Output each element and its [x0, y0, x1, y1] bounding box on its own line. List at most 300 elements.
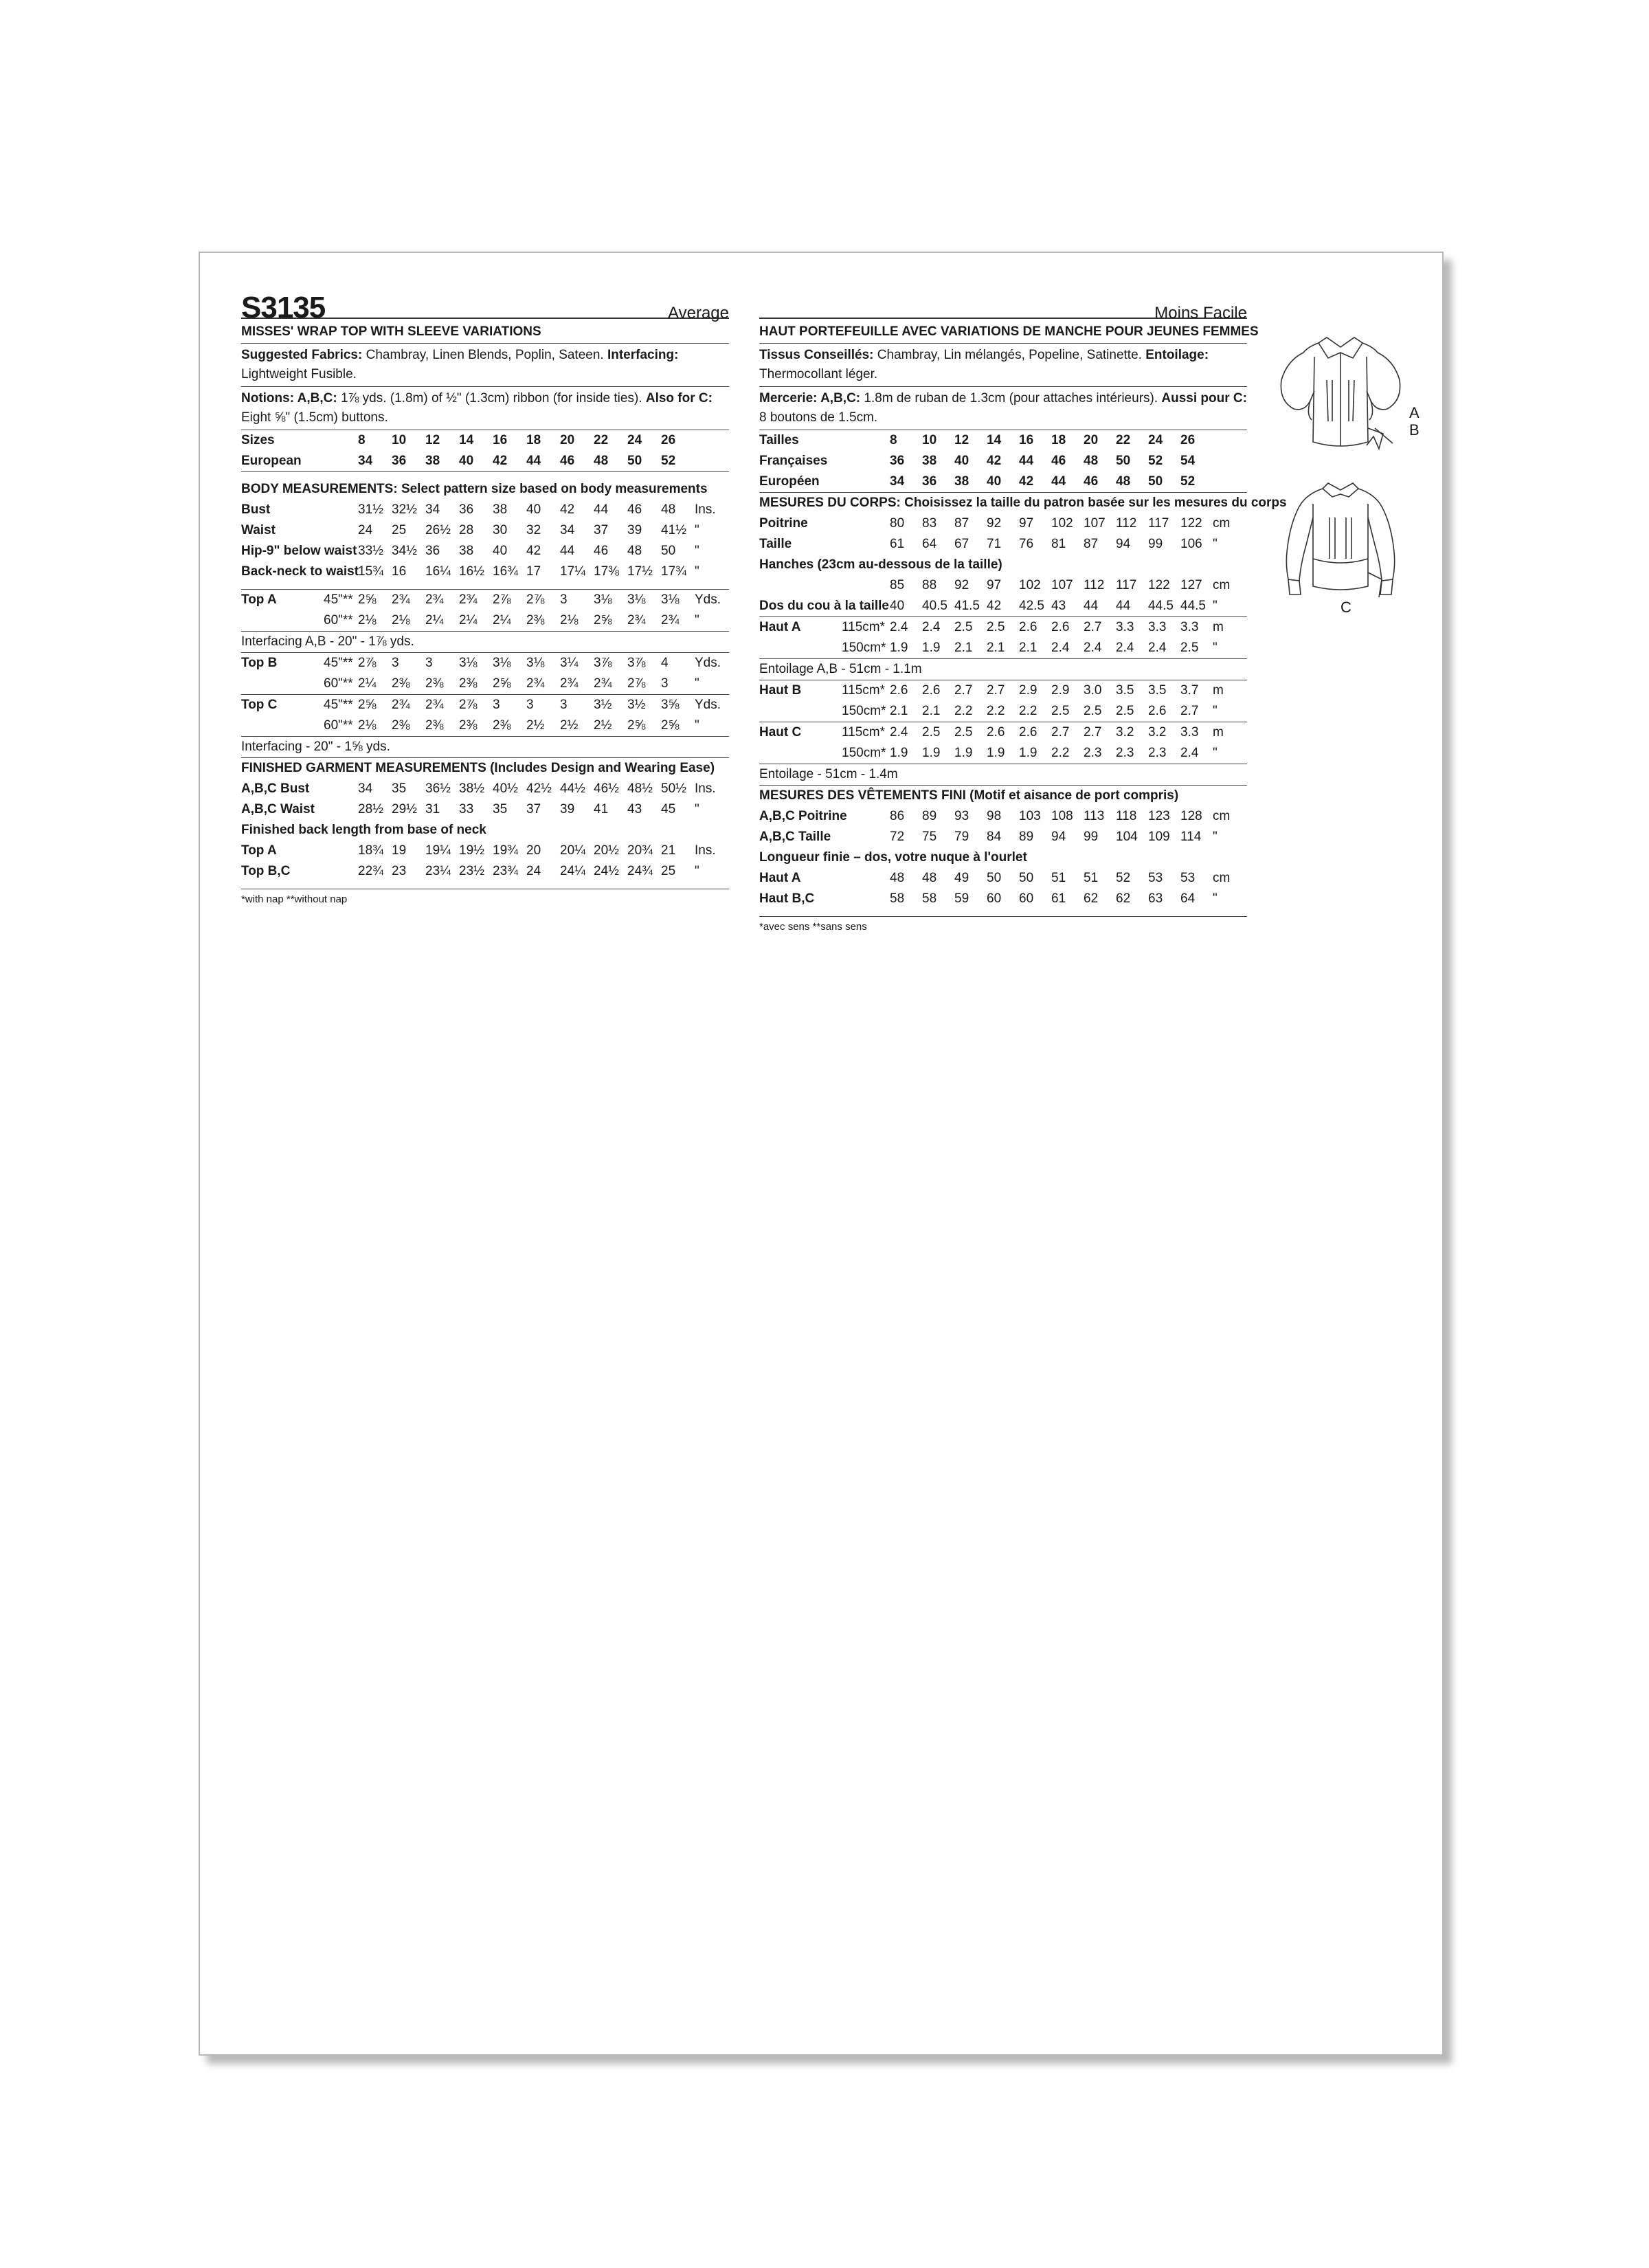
- measure-cell: 33½: [358, 544, 383, 558]
- measure-cell: 35: [493, 802, 508, 816]
- measure-label: Bust: [241, 502, 271, 517]
- unit-cell: ": [1213, 537, 1218, 551]
- european-cell: 42: [493, 451, 526, 472]
- table-row: [241, 520, 729, 541]
- yardage-cell: 2⅜: [493, 715, 526, 737]
- yardage-cell: 3⅛: [627, 592, 646, 607]
- fabric-label: Top B: [241, 656, 278, 670]
- yardage-cell: 2⅜: [459, 715, 493, 737]
- table-row: [759, 430, 1247, 451]
- yardage-cell: 2⅝: [627, 715, 661, 737]
- measure-cell: 34½: [392, 544, 417, 558]
- european-cell: 46: [1084, 471, 1116, 493]
- measure-cell: 53: [1148, 871, 1163, 885]
- measure-cell: 40½: [493, 781, 518, 796]
- measure-cell: 19: [392, 843, 407, 858]
- yardage-cell: 4: [661, 656, 669, 670]
- english-size-table: [241, 430, 729, 889]
- yardage-cell: 3⅞: [594, 656, 612, 670]
- measure-cell: 36: [459, 502, 474, 517]
- fabric-label: [241, 715, 324, 737]
- table-row: [241, 715, 729, 737]
- measure-cell: 41: [594, 802, 609, 816]
- measure-cell: 41½: [661, 523, 686, 537]
- blank-cell: [695, 451, 729, 472]
- yardage-cell: 2⅝: [661, 715, 695, 737]
- notions-also-label: Also for C:: [645, 391, 713, 405]
- blank-cell: [1213, 471, 1247, 493]
- european-cell: 36: [922, 471, 954, 493]
- yardage-cell: 2.1: [954, 638, 987, 659]
- yardage-cell: 2⅜: [392, 715, 425, 737]
- finished-measurements-heading: FINISHED GARMENT MEASUREMENTS (Includes Design and Wearing Ease): [241, 761, 715, 775]
- unit-cell: ": [1213, 891, 1218, 906]
- french-header: [759, 253, 1247, 322]
- yardage-cell: 2.1: [922, 701, 954, 722]
- table-row: [759, 555, 1247, 575]
- measure-cell: 38: [459, 544, 474, 558]
- fabric-width: 115cm*: [842, 683, 886, 698]
- interfacing-c-note: Interfacing - 20" - 1⅝ yds.: [241, 737, 729, 758]
- european-cell: 34: [358, 451, 392, 472]
- hip-label-fr: Hanches (23cm au-dessous de la taille): [759, 557, 1002, 572]
- table-row: [759, 534, 1247, 555]
- yardage-cell: 3: [661, 674, 695, 695]
- table-row: [759, 471, 1247, 493]
- measure-cell: 84: [987, 830, 1002, 844]
- size-cell: 22: [1116, 433, 1131, 447]
- yardage-cell: 2.5: [987, 620, 1005, 634]
- measure-label: Hip-9" below waist: [241, 544, 357, 558]
- measure-label: Haut B,C: [759, 891, 815, 906]
- european-cell: 40: [987, 471, 1019, 493]
- yardage-cell: 3: [425, 656, 433, 670]
- yardage-cell: 2.6: [987, 725, 1005, 740]
- yardage-cell: 3.0: [1084, 683, 1102, 698]
- yardage-cell: 2⅛: [358, 610, 392, 632]
- yardage-cell: 3⅞: [627, 656, 646, 670]
- interfacing-label: Interfacing:: [607, 348, 679, 362]
- table-row: [241, 674, 729, 695]
- sizes-label: Sizes: [241, 433, 275, 447]
- measure-cell: 93: [954, 809, 969, 823]
- yardage-cell: 2¾: [392, 592, 410, 607]
- yardage-cell: 2⅞: [627, 674, 661, 695]
- measure-cell: 19¼: [425, 843, 451, 858]
- table-row: [759, 909, 1247, 917]
- measure-cell: 34: [560, 523, 575, 537]
- table-row: [241, 632, 729, 653]
- yardage-cell: 2.4: [1148, 638, 1180, 659]
- notions-label-fr: Mercerie: A,B,C:: [759, 391, 861, 405]
- measure-cell: 81: [1051, 537, 1066, 551]
- blank-cell: [759, 575, 890, 596]
- size-cell: 8: [890, 433, 897, 447]
- french-size-cell: 46: [1051, 454, 1066, 468]
- measure-cell: 24¼: [560, 864, 585, 878]
- spacer-cell: [241, 472, 729, 480]
- measure-cell: 23¾: [493, 864, 518, 878]
- size-cell: 20: [1084, 433, 1099, 447]
- yardage-cell: 2.5: [1180, 638, 1213, 659]
- table-row: [241, 430, 729, 451]
- european-cell: 42: [1019, 471, 1051, 493]
- measure-cell: 34: [358, 781, 373, 796]
- french-sizes-label: Françaises: [759, 454, 828, 468]
- unit-cell: ": [695, 610, 729, 632]
- yardage-cell: 3.3: [1180, 620, 1199, 634]
- measure-cell: 36: [425, 544, 440, 558]
- measure-cell: 52: [1116, 871, 1131, 885]
- fabric-width: 150cm*: [842, 638, 890, 659]
- measure-label: Top A: [241, 843, 277, 858]
- yardage-cell: 3.3: [1180, 725, 1199, 740]
- measure-cell: 37: [594, 523, 609, 537]
- measure-cell: 71: [987, 537, 1002, 551]
- notions-text-fr: 1.8m de ruban de 1.3cm (pour attaches intérieurs).: [860, 391, 1162, 405]
- measure-cell: 46: [627, 502, 642, 517]
- yardage-cell: 2.7: [954, 683, 973, 698]
- unit-cell: cm: [1213, 578, 1231, 592]
- yardage-cell: 2¾: [627, 610, 661, 632]
- yardage-cell: 3: [392, 656, 399, 670]
- yardage-cell: 2.9: [1051, 683, 1070, 698]
- measure-label: Poitrine: [759, 516, 808, 531]
- fabric-label: Haut A: [759, 620, 801, 634]
- yardage-cell: 2.3: [1116, 743, 1148, 764]
- yardage-cell: 3⅛: [526, 656, 545, 670]
- fabric-label: [241, 674, 324, 695]
- measure-cell: 42: [560, 502, 575, 517]
- english-header: [241, 253, 729, 324]
- french-size-cell: 38: [922, 454, 937, 468]
- yardage-cell: 2⅜: [425, 674, 459, 695]
- table-row: [759, 701, 1247, 722]
- table-row: [759, 889, 1247, 909]
- measure-label: A,B,C Waist: [241, 802, 315, 816]
- fabric-label: Haut B: [759, 683, 802, 698]
- yardage-cell: 3⅛: [459, 656, 478, 670]
- spacer-cell: [759, 909, 1247, 917]
- measure-cell: 20¼: [560, 843, 585, 858]
- measure-cell: 28½: [358, 802, 383, 816]
- measure-cell: 89: [1019, 830, 1034, 844]
- table-row: [759, 847, 1247, 868]
- measure-cell: 49: [954, 871, 969, 885]
- table-row: [241, 500, 729, 520]
- measure-cell: 40: [890, 596, 922, 617]
- blank-cell: [842, 451, 890, 471]
- yardage-cell: 2.1: [987, 638, 1019, 659]
- table-row: [759, 827, 1247, 847]
- measure-cell: 97: [1019, 516, 1034, 531]
- pattern-sheet: [199, 252, 1444, 2056]
- measure-cell: 25: [392, 523, 407, 537]
- european-cell: 44: [1051, 471, 1084, 493]
- body-measurements-heading-fr: MESURES DU CORPS: Choisissez la taille du patron basée sur les mesures du corps: [759, 496, 1287, 510]
- european-cell: 50: [1148, 471, 1180, 493]
- measure-cell: 17½: [627, 564, 653, 579]
- measure-cell: 16½: [459, 564, 484, 579]
- yardage-cell: 2¾: [560, 674, 594, 695]
- yardage-cell: 2¾: [526, 674, 560, 695]
- yardage-cell: 2¼: [425, 610, 459, 632]
- measure-cell: 79: [954, 830, 969, 844]
- measure-cell: 87: [1084, 537, 1099, 551]
- measure-cell: 30: [493, 523, 508, 537]
- measure-cell: 58: [890, 891, 905, 906]
- yardage-cell: 2.7: [1180, 701, 1213, 722]
- yardage-cell: 2.6: [1019, 620, 1037, 634]
- unit-cell: m: [1213, 683, 1224, 698]
- yardage-cell: 2.5: [954, 725, 973, 740]
- blank-cell: [842, 471, 890, 493]
- size-cell: 24: [627, 433, 642, 447]
- size-cell: 26: [1180, 433, 1196, 447]
- measure-cell: 108: [1051, 809, 1073, 823]
- fabric-label: [759, 701, 842, 722]
- yardage-cell: 2.5: [1084, 701, 1116, 722]
- measure-cell: 34: [425, 502, 440, 517]
- table-row: [241, 799, 729, 820]
- measure-cell: 85: [890, 578, 905, 592]
- measure-cell: 16: [392, 564, 407, 579]
- yardage-cell: 2⅜: [459, 674, 493, 695]
- measure-cell: 123: [1148, 809, 1170, 823]
- yardage-cell: 3.3: [1116, 620, 1134, 634]
- unit-cell: ": [1213, 596, 1247, 617]
- table-row: [241, 758, 729, 779]
- table-row: [241, 582, 729, 590]
- yardage-cell: 3½: [594, 698, 612, 712]
- sizes-label-fr: Tailles: [759, 433, 799, 447]
- size-cell: 18: [1051, 433, 1066, 447]
- yardage-cell: 2.4: [922, 620, 941, 634]
- blouse-back-illustration: [1272, 476, 1416, 614]
- measure-cell: 37: [526, 802, 541, 816]
- measure-cell: 41.5: [954, 596, 987, 617]
- unit-cell: cm: [1213, 809, 1231, 823]
- table-row: [759, 764, 1247, 786]
- notions-paragraph: [241, 387, 729, 430]
- size-cell: 8: [358, 433, 366, 447]
- measure-label: Haut A: [759, 871, 801, 885]
- fabric-width: 115cm*: [842, 725, 886, 740]
- measure-cell: 32½: [392, 502, 417, 517]
- french-size-cell: 40: [954, 454, 969, 468]
- yardage-cell: 1.9: [922, 638, 954, 659]
- measure-cell: 122: [1180, 516, 1202, 531]
- measure-cell: 44.5: [1180, 596, 1213, 617]
- table-row: [241, 861, 729, 882]
- measure-cell: 80: [890, 516, 905, 531]
- yardage-cell: 3.7: [1180, 683, 1199, 698]
- measure-cell: 32: [526, 523, 541, 537]
- yardage-cell: 3.2: [1116, 725, 1134, 740]
- table-row: [759, 596, 1247, 617]
- table-row: [759, 575, 1247, 596]
- measure-cell: 46: [594, 544, 609, 558]
- measure-cell: 97: [987, 578, 1002, 592]
- yardage-cell: 2⅞: [526, 592, 545, 607]
- measure-cell: 19¾: [493, 843, 518, 858]
- english-column: [241, 253, 729, 905]
- interfacing-ab-note-fr: Entoilage A,B - 51cm - 1.1m: [759, 659, 1247, 680]
- measure-cell: 45: [661, 802, 676, 816]
- european-label: European: [241, 451, 324, 472]
- french-size-cell: 50: [1116, 454, 1131, 468]
- unit-cell: ": [695, 544, 699, 558]
- interfacing-label-fr: Entoilage:: [1145, 348, 1209, 362]
- measure-label: A,B,C Poitrine: [759, 809, 847, 823]
- table-row: [241, 882, 729, 889]
- measure-cell: 44: [1084, 596, 1116, 617]
- measure-cell: 75: [922, 830, 937, 844]
- yardage-cell: 2⅞: [493, 592, 511, 607]
- fabric-label: Haut C: [759, 725, 802, 740]
- measure-cell: 48: [922, 871, 937, 885]
- yardage-cell: 3.5: [1148, 683, 1167, 698]
- measure-cell: 50: [1019, 871, 1034, 885]
- table-row: [241, 695, 729, 716]
- yardage-cell: 3½: [627, 698, 646, 712]
- measure-cell: 33: [459, 802, 474, 816]
- table-row: [241, 562, 729, 582]
- yardage-cell: 3⅛: [493, 656, 511, 670]
- unit-cell: ": [1213, 638, 1247, 659]
- measure-cell: 50½: [661, 781, 686, 796]
- yardage-cell: 2.6: [890, 683, 908, 698]
- unit-cell: ": [695, 802, 699, 816]
- yardage-cell: 2.5: [954, 620, 973, 634]
- yardage-cell: 1.9: [954, 743, 987, 764]
- measure-label: A,B,C Taille: [759, 830, 831, 844]
- yardage-cell: 2⅝: [493, 674, 526, 695]
- yardage-cell: 2¾: [459, 592, 478, 607]
- illustration-label-c: C: [1340, 599, 1351, 616]
- measure-cell: 24: [358, 523, 373, 537]
- yardage-cell: 2⅛: [560, 610, 594, 632]
- measure-cell: 44: [560, 544, 575, 558]
- notions-also-label-fr: Aussi pour C:: [1161, 391, 1247, 405]
- yardage-cell: 2½: [526, 715, 560, 737]
- measure-cell: 20¾: [627, 843, 653, 858]
- measure-cell: 23½: [459, 864, 484, 878]
- size-cell: 14: [459, 433, 474, 447]
- fabric-width: 150cm*: [842, 701, 890, 722]
- measure-label: Taille: [759, 537, 792, 551]
- size-cell: 20: [560, 433, 575, 447]
- measure-cell: 50: [987, 871, 1002, 885]
- unit-cell: ": [1213, 743, 1247, 764]
- measure-cell: 46½: [594, 781, 619, 796]
- yardage-cell: 2¾: [425, 592, 444, 607]
- european-cell: 44: [526, 451, 560, 472]
- measure-cell: 60: [987, 891, 1002, 906]
- yardage-cell: 1.9: [890, 638, 922, 659]
- french-size-cell: 36: [890, 454, 905, 468]
- measure-cell: 48: [627, 544, 642, 558]
- illustration-top-ab: [1272, 325, 1423, 469]
- fabric-width: 45"**: [324, 698, 353, 712]
- measure-cell: 38: [493, 502, 508, 517]
- european-cell: 52: [661, 451, 695, 472]
- yardage-cell: 2.1: [1019, 638, 1051, 659]
- notions-text: 1⅞ yds. (1.8m) of ½" (1.3cm) ribbon (for inside ties).: [337, 391, 646, 405]
- yardage-cell: 3.2: [1148, 725, 1167, 740]
- yardage-cell: 2⅞: [459, 698, 478, 712]
- finished-length-heading-fr: Longueur finie – dos, votre nuque à l'ourlet: [759, 850, 1027, 865]
- yardage-cell: 2.7: [1084, 620, 1102, 634]
- yardage-cell: 2.7: [1084, 725, 1102, 740]
- measure-cell: 42½: [526, 781, 552, 796]
- yardage-cell: 2⅞: [358, 656, 377, 670]
- yardage-cell: 2.9: [1019, 683, 1037, 698]
- measure-cell: 92: [954, 578, 969, 592]
- yardage-cell: 1.9: [890, 743, 922, 764]
- measure-cell: 23¼: [425, 864, 451, 878]
- yardage-cell: 2.2: [987, 701, 1019, 722]
- fabric-width: 60"**: [324, 610, 358, 632]
- measure-cell: 51: [1051, 871, 1066, 885]
- blank-cell: [695, 430, 729, 451]
- measure-cell: 36½: [425, 781, 451, 796]
- measure-cell: 88: [922, 578, 937, 592]
- fabrics-text-fr: Chambray, Lin mélangés, Popeline, Satinette.: [873, 348, 1146, 362]
- measure-cell: 102: [1051, 516, 1073, 531]
- fabric-label: [759, 743, 842, 764]
- measure-cell: 39: [627, 523, 642, 537]
- measure-cell: 127: [1180, 578, 1202, 592]
- european-cell: 48: [1116, 471, 1148, 493]
- measure-cell: 42: [987, 596, 1019, 617]
- fabric-label: [241, 610, 324, 632]
- yardage-cell: 3: [526, 698, 534, 712]
- measure-cell: 24: [526, 864, 541, 878]
- illustration-bottom-c: [1272, 476, 1423, 614]
- yardage-cell: 2.2: [1019, 701, 1051, 722]
- yardage-cell: 2⅝: [358, 698, 377, 712]
- notions-also-text-fr: 8 boutons de 1.5cm.: [759, 410, 878, 425]
- measure-cell: 92: [987, 516, 1002, 531]
- yardage-cell: 2.6: [1148, 701, 1180, 722]
- yardage-cell: 3: [560, 592, 568, 607]
- fabric-width: 60"**: [324, 715, 358, 737]
- yardage-cell: 2.6: [1019, 725, 1037, 740]
- blank-cell: [1213, 451, 1247, 471]
- notions-also-text: Eight ⅝" (1.5cm) buttons.: [241, 410, 388, 425]
- yardage-cell: 1.9: [987, 743, 1019, 764]
- yardage-cell: 2⅜: [526, 610, 560, 632]
- table-row: [241, 820, 729, 841]
- table-row: [759, 659, 1247, 680]
- measure-cell: 20: [526, 843, 541, 858]
- measure-cell: 17¾: [661, 564, 686, 579]
- measure-cell: 26½: [425, 523, 451, 537]
- measure-cell: 87: [954, 516, 969, 531]
- back-neck-label-fr: Dos du cou à la taille: [759, 596, 890, 617]
- measure-cell: 62: [1116, 891, 1131, 906]
- unit-cell: Yds.: [695, 592, 721, 607]
- unit-cell: Yds.: [695, 656, 721, 670]
- yardage-cell: 2.4: [1084, 638, 1116, 659]
- table-row: [241, 590, 729, 611]
- illustration-label-a: A: [1409, 404, 1420, 421]
- measure-cell: 104: [1116, 830, 1138, 844]
- size-cell: 24: [1148, 433, 1163, 447]
- yardage-cell: 3.3: [1148, 620, 1167, 634]
- yardage-cell: 2.2: [954, 701, 987, 722]
